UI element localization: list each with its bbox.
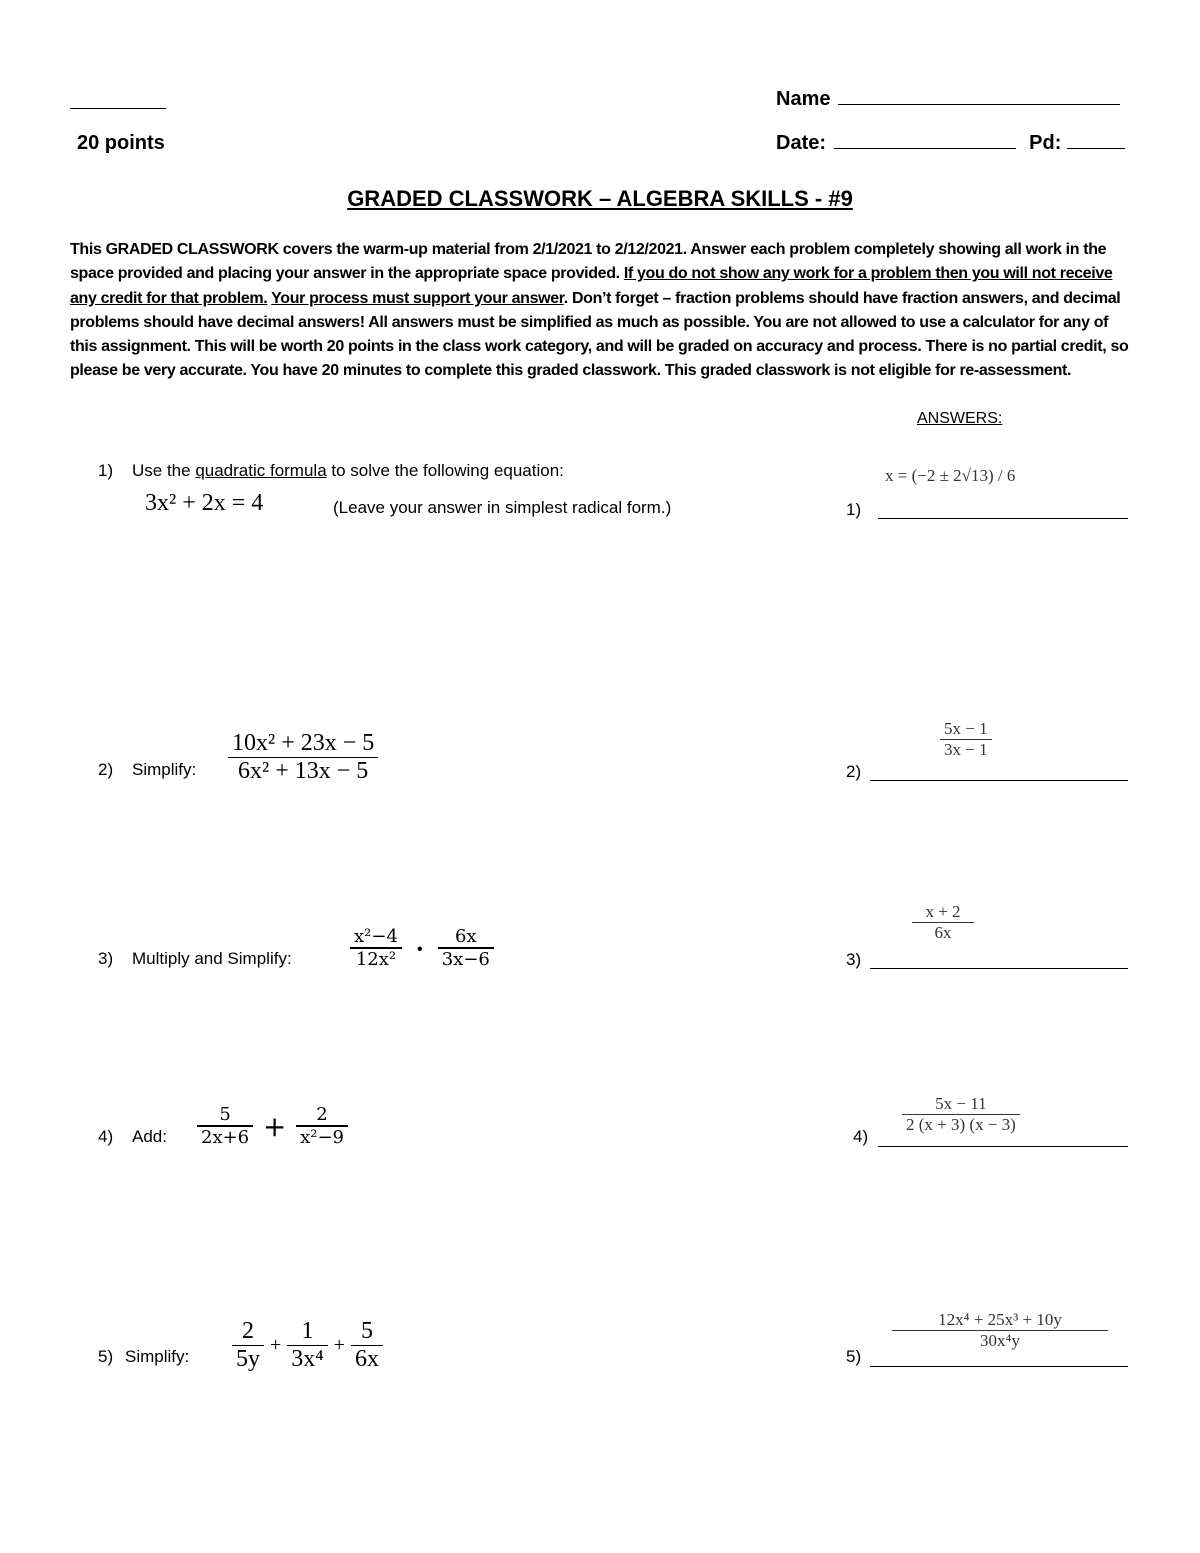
question-4-frac-1-numerator: 5 bbox=[219, 1104, 231, 1125]
answer-2-denominator: 3x − 1 bbox=[944, 740, 988, 759]
answer-3-number: 3) bbox=[846, 950, 862, 969]
question-2-denominator: 6x² + 13x − 5 bbox=[238, 758, 369, 784]
question-3-frac-1-denominator: 12x² bbox=[355, 949, 397, 970]
question-2-fraction bbox=[228, 730, 378, 785]
question-5-frac-1 bbox=[232, 1318, 264, 1373]
instructions-underline-2: Your process must support your answer bbox=[271, 289, 564, 307]
question-2-number: 2) bbox=[98, 760, 114, 779]
answer-3-expression bbox=[912, 902, 974, 943]
name-input[interactable] bbox=[838, 104, 1120, 105]
answer-3-numerator: x + 2 bbox=[925, 902, 961, 921]
question-1-text-underlined: quadratic formula bbox=[195, 461, 327, 480]
question-3-expression bbox=[350, 926, 494, 970]
answer-2-expression bbox=[940, 719, 992, 760]
question-5-frac-2-denominator: 3x⁴ bbox=[291, 1346, 324, 1372]
date-input[interactable] bbox=[834, 148, 1016, 149]
answer-2-frac bbox=[940, 719, 992, 760]
date-pd-field bbox=[776, 132, 1125, 155]
question-2-text: Simplify: bbox=[132, 760, 197, 779]
question-5-frac-2 bbox=[287, 1318, 327, 1373]
answer-1-line[interactable] bbox=[878, 496, 1128, 519]
instructions-part-3: . Don’t forget – fraction problems should have fraction answers, and decimal problems should have decimal answers! All answers must be simplified as much as possible. You are not allowed to use a calculator for any of this assignment. This will be worth 20 points in the class work category, and will be graded on accuracy and process. There is no partial credit, so please be very accurate. You have 20 minutes to complete this graded classwork. This graded classwork is not eligible for re-assessment. bbox=[70, 289, 1129, 380]
answer-5-number: 5) bbox=[846, 1347, 862, 1366]
question-4-frac-1-denominator: 2x+6 bbox=[201, 1127, 250, 1148]
plus-sign-2: + bbox=[333, 1334, 345, 1356]
answer-2-line[interactable] bbox=[870, 758, 1128, 781]
question-5-expression bbox=[232, 1318, 383, 1373]
name-label: Name bbox=[776, 88, 831, 110]
question-4-number: 4) bbox=[98, 1127, 114, 1146]
question-3-frac-2-numerator: 6x bbox=[455, 926, 477, 947]
question-1-text-before: Use the bbox=[132, 461, 196, 480]
points-label: 20 points bbox=[77, 132, 165, 154]
answer-3-frac bbox=[912, 902, 974, 943]
pd-input[interactable] bbox=[1067, 148, 1125, 149]
question-5-number: 5) bbox=[98, 1347, 114, 1366]
question-3-frac-1 bbox=[350, 926, 402, 970]
question-2-frac bbox=[228, 730, 378, 785]
question-1-equation: 3x² + 2x = 4 bbox=[145, 490, 264, 516]
question-1-note: (Leave your answer in simplest radical form.) bbox=[333, 498, 672, 517]
instructions-part-1: This GRADED CLASSWORK covers the warm-up material from 2/1/2021 to 2/12/2021. Answer each problem completely showing all work in the space provided and placing your answer in the appropriate space provided. bbox=[70, 241, 1107, 283]
answers-label: ANSWERS: bbox=[917, 410, 1003, 427]
pd-label: Pd: bbox=[1029, 132, 1062, 154]
answer-5-numerator: 12x⁴ + 25x³ + 10y bbox=[938, 1310, 1062, 1329]
question-3-text: Multiply and Simplify: bbox=[132, 949, 292, 968]
answer-5-expression bbox=[892, 1310, 1108, 1351]
question-5-frac-3-denominator: 6x bbox=[354, 1346, 379, 1372]
instructions-paragraph bbox=[70, 238, 1130, 384]
answer-4-number: 4) bbox=[853, 1127, 869, 1146]
answer-1-value: x = (−2 ± 2√13) / 6 bbox=[885, 466, 1016, 485]
question-3-frac-1-numerator: x²−4 bbox=[354, 926, 398, 947]
question-3-number: 3) bbox=[98, 949, 114, 968]
answer-1-number: 1) bbox=[846, 500, 862, 519]
multiply-dot: · bbox=[415, 933, 424, 963]
question-3-frac-2-denominator: 3x−6 bbox=[441, 949, 490, 970]
question-4-expression bbox=[197, 1104, 348, 1148]
question-1-text-after: to solve the following equation: bbox=[326, 461, 564, 480]
question-5-frac-3-numerator: 5 bbox=[360, 1318, 373, 1344]
question-5-frac-1-numerator: 2 bbox=[242, 1318, 254, 1344]
question-4-text: Add: bbox=[132, 1127, 167, 1146]
plus-sign-1: + bbox=[270, 1334, 282, 1356]
question-4-frac-1 bbox=[197, 1104, 253, 1148]
page-title: GRADED CLASSWORK – ALGEBRA SKILLS - #9 bbox=[347, 186, 853, 211]
question-5-frac-1-denominator: 5y bbox=[236, 1346, 260, 1372]
question-4-frac-2-numerator: 2 bbox=[316, 1104, 328, 1125]
answer-3-line[interactable] bbox=[870, 946, 1128, 969]
top-left-blank[interactable] bbox=[70, 86, 166, 109]
question-3-frac-2 bbox=[438, 926, 494, 970]
answer-5-frac bbox=[892, 1310, 1108, 1351]
answer-4-expression bbox=[902, 1094, 1020, 1135]
date-label: Date: bbox=[776, 132, 827, 154]
name-field bbox=[776, 88, 1120, 111]
question-4-frac-2 bbox=[296, 1104, 348, 1148]
answer-5-denominator: 30x⁴y bbox=[980, 1331, 1020, 1350]
answer-1-expression bbox=[885, 466, 1025, 486]
question-2-numerator: 10x² + 23x − 5 bbox=[232, 730, 375, 756]
question-5-text: Simplify: bbox=[125, 1347, 190, 1366]
instructions-underline-1: If you do not show any work for a problem then you will not receive any credit for that problem. bbox=[70, 265, 1113, 307]
answer-4-denominator: 2 (x + 3) (x − 3) bbox=[906, 1115, 1016, 1134]
question-1-prompt bbox=[132, 461, 564, 481]
answer-3-denominator: 6x bbox=[934, 923, 952, 942]
plus-sign: + bbox=[262, 1109, 287, 1143]
answer-2-number: 2) bbox=[846, 762, 862, 781]
question-4-frac-2-denominator: x²−9 bbox=[300, 1127, 344, 1148]
answer-4-frac bbox=[902, 1094, 1020, 1135]
question-5-frac-2-numerator: 1 bbox=[301, 1318, 314, 1344]
answer-4-numerator: 5x − 11 bbox=[935, 1094, 987, 1113]
answer-2-numerator: 5x − 1 bbox=[944, 719, 988, 738]
question-5-frac-3 bbox=[351, 1318, 383, 1373]
question-1-number: 1) bbox=[98, 461, 114, 480]
